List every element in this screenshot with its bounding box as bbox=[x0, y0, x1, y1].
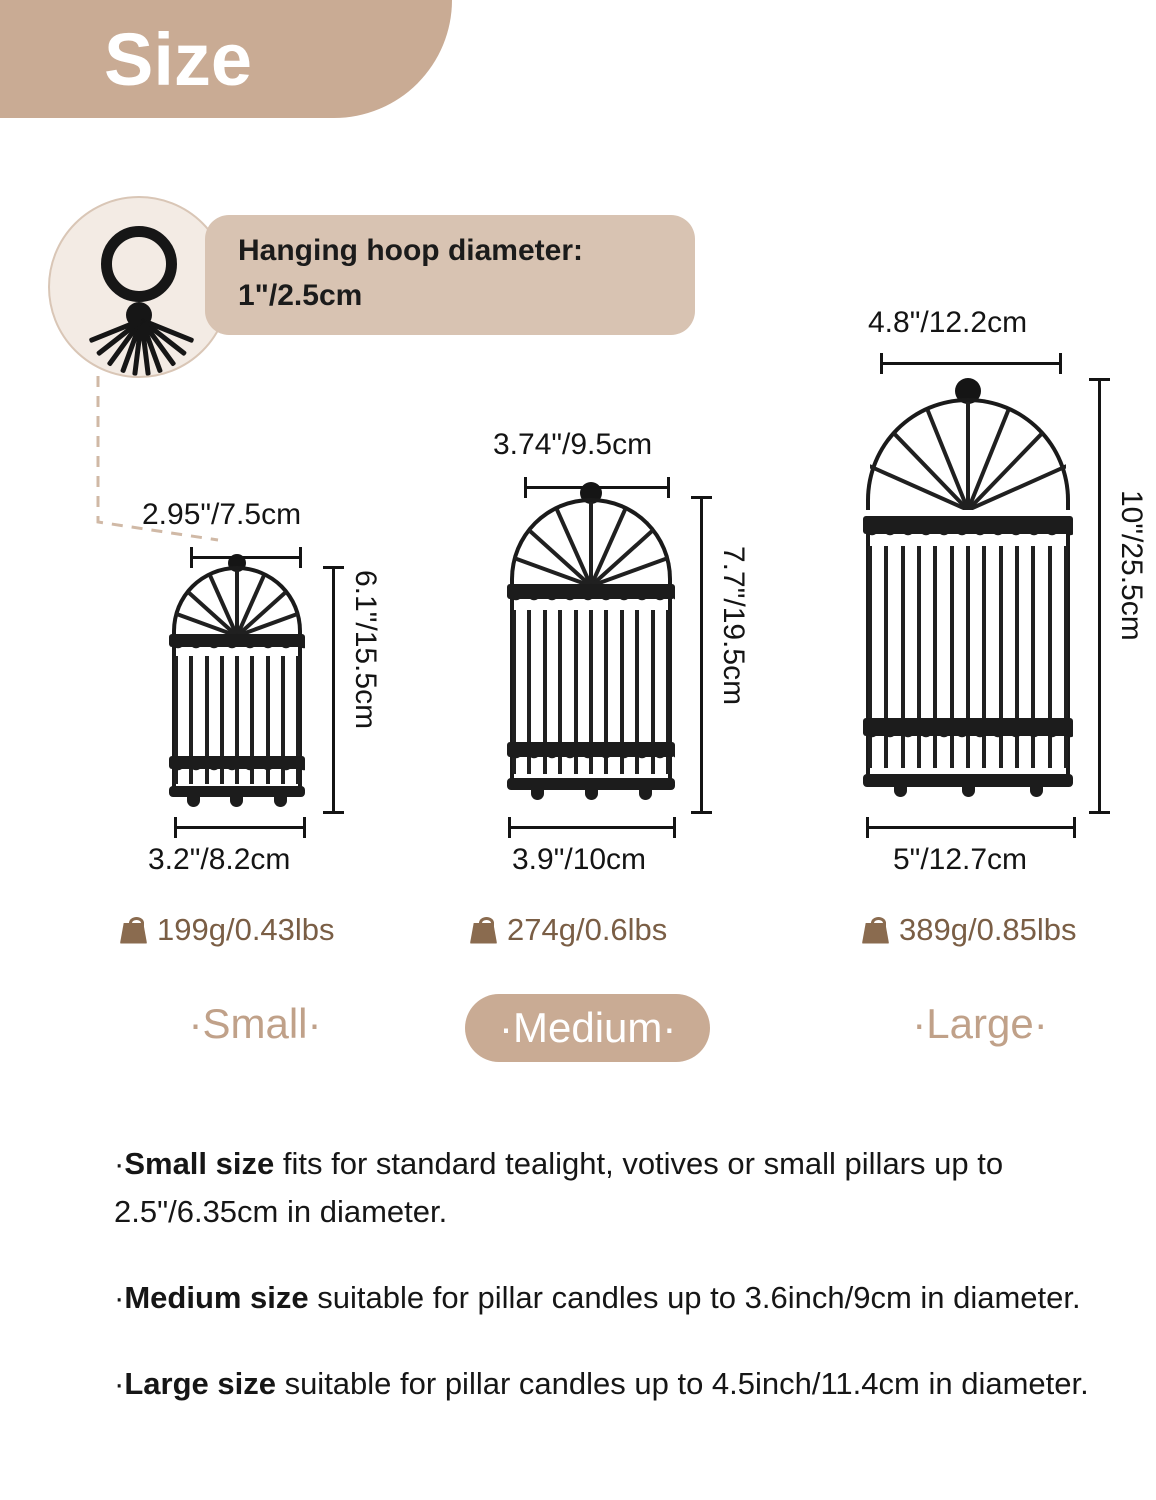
cage-large bbox=[866, 388, 1070, 816]
note-small-rest: fits for standard tealight, votives or small pillars up to 2.5"/6.35cm in diameter. bbox=[114, 1146, 1004, 1229]
dim-rule-small-base bbox=[174, 826, 306, 829]
dim-rule-large-base bbox=[866, 826, 1076, 829]
size-label-large: ·Large· bbox=[912, 1000, 1048, 1047]
hoop-fan-shape bbox=[64, 320, 214, 378]
cage-dome-small bbox=[172, 566, 302, 636]
weight-small-value: 199g/0.43lbs bbox=[157, 912, 335, 947]
page-title: Size bbox=[104, 18, 253, 101]
note-large-bullet: · bbox=[114, 1366, 125, 1401]
cage-base-ring-large bbox=[863, 774, 1073, 787]
weight-large-value: 389g/0.85lbs bbox=[899, 912, 1077, 947]
cage-lower-band-small bbox=[169, 756, 305, 769]
cage-feet-medium bbox=[510, 790, 672, 800]
cage-feet-small bbox=[172, 797, 302, 807]
dim-rule-small-height bbox=[332, 566, 335, 814]
dim-rule-large-height bbox=[1098, 378, 1101, 814]
cage-base-ring-medium bbox=[507, 778, 675, 790]
weight-medium-value: 274g/0.6lbs bbox=[507, 912, 668, 947]
weight-small bbox=[120, 912, 335, 948]
note-small bbox=[114, 1140, 1114, 1236]
note-small-strong: Small size bbox=[124, 1146, 275, 1181]
weight-large bbox=[862, 912, 1077, 948]
cage-dome-ribs-large bbox=[870, 402, 1066, 510]
cage-lower-band-large bbox=[863, 718, 1073, 736]
size-label-small: ·Small· bbox=[188, 1000, 322, 1047]
cage-upper-band-small bbox=[169, 634, 305, 647]
dim-large-top-width: 4.8"/12.2cm bbox=[868, 306, 1028, 339]
dim-rule-medium-base bbox=[508, 826, 676, 829]
dim-medium-base-width: 3.9"/10cm bbox=[512, 843, 647, 876]
weight-icon bbox=[862, 917, 889, 944]
cage-feet-large bbox=[866, 787, 1070, 797]
notes-list bbox=[114, 1140, 1114, 1446]
cage-lower-band-medium bbox=[507, 742, 675, 757]
dim-rule-small-top bbox=[190, 556, 302, 559]
cage-medium bbox=[510, 490, 672, 816]
dim-small-top-width: 2.95"/7.5cm bbox=[142, 498, 302, 531]
dim-small-height: 6.1"/15.5cm bbox=[349, 570, 382, 730]
dim-medium-height: 7.7"/19.5cm bbox=[717, 546, 750, 706]
note-large-rest: suitable for pillar candles up to 4.5inch/11.4cm in diameter. bbox=[275, 1366, 1089, 1401]
note-medium-strong: Medium size bbox=[124, 1280, 309, 1315]
note-small-bullet: · bbox=[114, 1146, 125, 1181]
dim-large-base-width: 5"/12.7cm bbox=[893, 843, 1028, 876]
dim-small-base-width: 3.2"/8.2cm bbox=[148, 843, 291, 876]
weight-icon bbox=[470, 917, 497, 944]
size-label-medium: ·Medium· bbox=[465, 994, 710, 1062]
note-large bbox=[114, 1360, 1114, 1408]
note-large-strong: Large size bbox=[124, 1366, 276, 1401]
dim-rule-large-top bbox=[880, 362, 1062, 365]
note-medium bbox=[114, 1274, 1114, 1322]
dim-large-height: 10"/25.5cm bbox=[1115, 490, 1148, 641]
dim-rule-medium-height bbox=[700, 496, 703, 814]
hoop-callout-text: Hanging hoop diameter: 1"/2.5cm bbox=[238, 234, 583, 312]
cage-base-ring-small bbox=[169, 786, 305, 797]
cage-upper-band-medium bbox=[507, 584, 675, 599]
note-medium-rest: suitable for pillar candles up to 3.6inch/9cm in diameter. bbox=[308, 1280, 1081, 1315]
hoop-ring-shape bbox=[101, 226, 177, 302]
cage-dome-ribs-small bbox=[176, 570, 298, 636]
dim-rule-medium-top bbox=[524, 486, 670, 489]
weight-icon bbox=[120, 917, 147, 944]
cage-dome-large bbox=[866, 398, 1070, 510]
hanging-hoop-icon bbox=[48, 196, 230, 378]
weight-medium bbox=[470, 912, 667, 948]
note-medium-bullet: · bbox=[114, 1280, 125, 1315]
cage-small bbox=[172, 560, 302, 816]
cage-dome-ribs-medium bbox=[514, 502, 668, 586]
cage-upper-band-large bbox=[863, 516, 1073, 534]
dim-medium-top-width: 3.74"/9.5cm bbox=[493, 428, 653, 461]
cage-dome-medium bbox=[510, 498, 672, 586]
